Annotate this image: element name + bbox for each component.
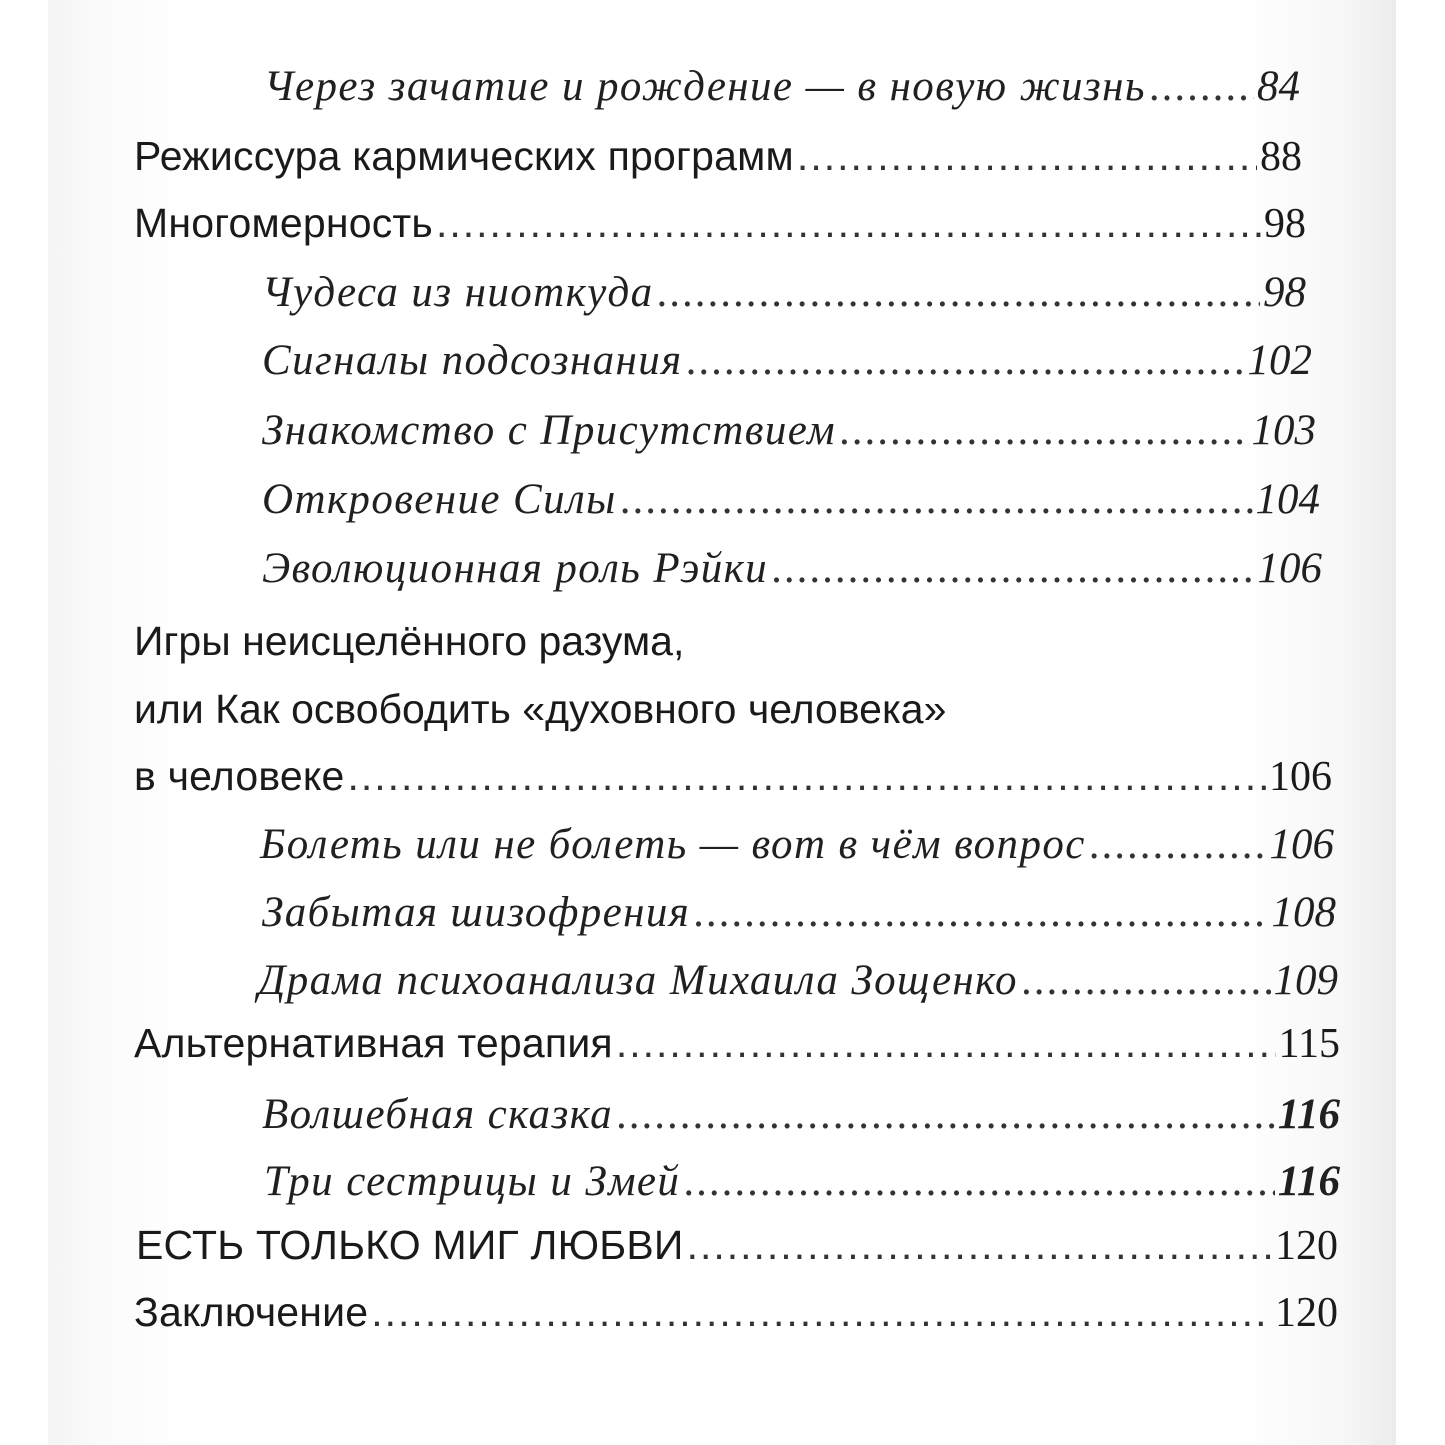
book-page [48, 0, 1396, 1445]
toc-entry-page: 116 [1277, 1158, 1340, 1205]
toc-entry-title: Забытая шизофрения [262, 889, 691, 936]
dot-leader [347, 753, 1266, 800]
dot-leader [371, 1289, 1272, 1336]
toc-entry [136, 1222, 1338, 1270]
toc-entry-title: Эволюционная роль Рэйки [262, 545, 769, 592]
toc-entry-page: 108 [1271, 889, 1336, 936]
dot-leader [1149, 62, 1254, 111]
toc-entry [262, 1090, 1340, 1139]
toc-entry-page: 106 [1269, 754, 1332, 800]
toc-entry-title: Драма психоанализа Михаила Зощенко [258, 957, 1018, 1004]
toc-entry-title-line: в человеке [134, 753, 345, 799]
toc-entry-page: 84 [1257, 63, 1300, 110]
toc-entry-title: Три сестрицы и Змей [264, 1158, 681, 1205]
dot-leader [620, 475, 1253, 524]
dot-leader [616, 1020, 1276, 1067]
toc-entry-title: Сигналы подсознания [262, 337, 683, 384]
toc-entry-title: ЕСТЬ ТОЛЬКО МИГ ЛЮБВИ [136, 1222, 684, 1268]
toc-entry-page: 120 [1275, 1223, 1338, 1269]
dot-leader [693, 888, 1268, 937]
toc-entry-page: 115 [1278, 1021, 1340, 1067]
dot-leader [687, 1222, 1272, 1269]
dot-leader [683, 1157, 1275, 1206]
toc-entry-page: 109 [1273, 957, 1338, 1004]
toc-entry-page: 102 [1247, 337, 1312, 384]
toc-entry [262, 268, 1306, 317]
toc-entry [264, 1157, 1340, 1206]
toc-entry-page: 120 [1275, 1290, 1338, 1336]
toc-entry [134, 753, 1332, 801]
toc-entry-title: Многомерность [134, 200, 433, 246]
toc-entry [262, 544, 1322, 593]
toc-entry [262, 336, 1312, 385]
toc-entry [262, 475, 1320, 524]
toc-entry [262, 888, 1336, 937]
dot-leader [771, 544, 1254, 593]
toc-entry [134, 200, 1306, 248]
toc-entry-title-line: или Как освободить «духовного человека» [134, 686, 947, 732]
toc-entry-title: Откровение Силы [262, 476, 617, 523]
toc-entry-title: Альтернативная терапия [134, 1020, 613, 1066]
dot-leader [616, 1090, 1275, 1139]
toc-entry-page: 103 [1251, 407, 1316, 454]
dot-leader [686, 336, 1245, 385]
toc-entry-title: Болеть или не болеть — вот в чём вопрос [260, 821, 1086, 868]
toc-entry-title: Волшебная сказка [262, 1091, 613, 1138]
toc-entry-title: Чудеса из ниоткуда [262, 269, 654, 316]
toc-entry-title: Знакомство с Присутствием [262, 407, 836, 454]
dot-leader [797, 133, 1257, 180]
toc-entry [134, 1289, 1338, 1337]
toc-entry [258, 956, 1338, 1005]
toc-entry-title: Режиссура кармических программ [134, 133, 794, 179]
dot-leader [1089, 820, 1267, 869]
toc-entry-page: 106 [1269, 821, 1334, 868]
toc-entry-page: 106 [1257, 545, 1322, 592]
toc-entry-title: Через зачатие и рождение — в новую жизнь [264, 63, 1146, 110]
toc-entry [264, 62, 1300, 111]
toc-entry [260, 820, 1334, 869]
dot-leader [839, 406, 1249, 455]
toc-entry-page: 98 [1264, 201, 1306, 247]
toc-entry-page: 104 [1255, 476, 1320, 523]
dot-leader [436, 200, 1261, 247]
table-of-contents [48, 0, 1396, 1445]
dot-leader [1021, 956, 1271, 1005]
toc-entry-page: 116 [1277, 1091, 1340, 1138]
toc-entry [134, 1020, 1340, 1068]
toc-entry [262, 406, 1316, 455]
toc-entry-page: 88 [1260, 134, 1302, 180]
toc-entry-page: 98 [1263, 269, 1306, 316]
toc-entry-title: Заключение [134, 1289, 369, 1335]
dot-leader [657, 268, 1260, 317]
toc-entry-title-line: Игры неисцелённого разума, [134, 618, 685, 664]
toc-entry [134, 133, 1302, 181]
